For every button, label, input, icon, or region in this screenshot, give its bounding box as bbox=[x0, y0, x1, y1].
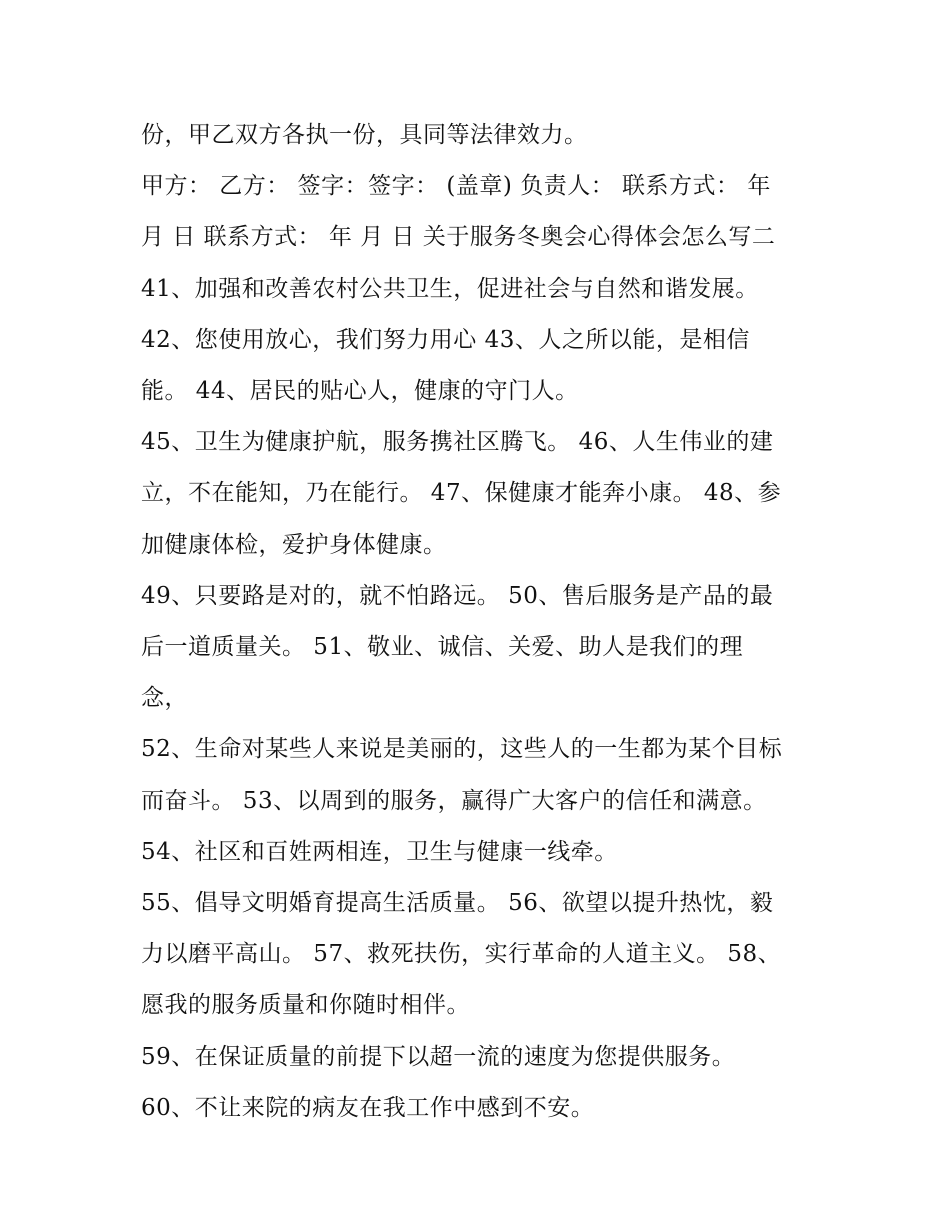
text-line: 45、卫生为健康护航，服务携社区腾飞。 46、人生伟业的建 bbox=[141, 429, 774, 456]
text-line: 59、在保证质量的前提下以超一流的速度为您提供服务。 bbox=[141, 1043, 736, 1070]
text-line: 力以磨平高山。 57、救死扶伤，实行革命的人道主义。 58、 bbox=[141, 941, 782, 968]
text-line: 后一道质量关。 51、敬业、诚信、关爱、助人是我们的理 bbox=[141, 634, 744, 661]
text-line: 份，甲乙双方各执一份，具同等法律效力。 bbox=[141, 122, 588, 148]
text-line: 55、倡导文明婚育提高生活质量。 56、欲望以提升热忱，毅 bbox=[141, 890, 774, 917]
text-line: 月 日 联系方式： 年 月 日 关于服务冬奥会心得体会怎么写二 bbox=[141, 224, 776, 251]
text-line: 甲方： 乙方： 签字：签字： (盖章) 负责人： 联系方式： 年 bbox=[141, 173, 771, 200]
text-line: 念， bbox=[141, 685, 188, 712]
text-line: 立，不在能知，乃在能行。 47、保健康才能奔小康。 48、参 bbox=[141, 480, 782, 507]
text-line: 42、您使用放心，我们努力用心 43、人之所以能，是相信 bbox=[141, 326, 750, 353]
text-line: 而奋斗。 53、以周到的服务，赢得广大客户的信任和满意。 bbox=[141, 787, 767, 814]
text-line: 52、生命对某些人来说是美丽的，这些人的一生都为某个目标 bbox=[141, 736, 783, 763]
text-line: 54、社区和百姓两相连，卫生与健康一线牵。 bbox=[141, 838, 618, 865]
document-body bbox=[141, 110, 821, 1134]
text-line: 49、只要路是对的，就不怕路远。 50、售后服务是产品的最 bbox=[141, 582, 774, 609]
text-line: 60、不让来院的病友在我工作中感到不安。 bbox=[141, 1094, 595, 1121]
text-line: 愿我的服务质量和你随时相伴。 bbox=[141, 992, 470, 1019]
text-line: 41、加强和改善农村公共卫生，促进社会与自然和谐发展。 bbox=[141, 275, 759, 302]
text-line: 加健康体检，爱护身体健康。 bbox=[141, 531, 447, 558]
text-line: 能。 44、居民的贴心人，健康的守门人。 bbox=[141, 378, 579, 405]
